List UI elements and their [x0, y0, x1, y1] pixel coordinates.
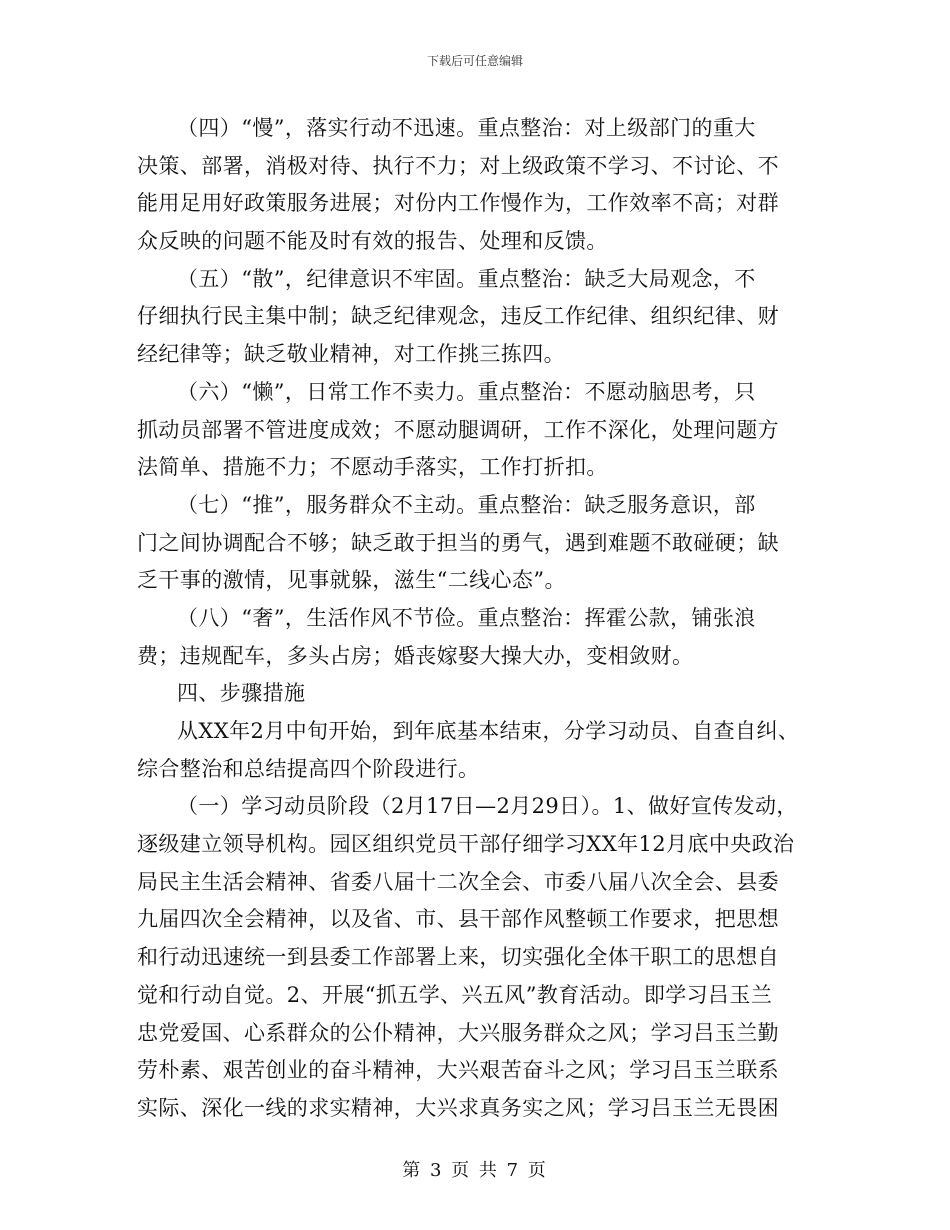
page-number-footer: 第 3 页 共 7 页 [402, 1160, 548, 1181]
paragraph-line: 九届四次全会精神，以及省、市、县干部作风整顿工作要求，把思想 [137, 907, 779, 932]
paragraph-line: 抓动员部署不管进度成效；不愿动腿调研，工作不深化，处理问题方 [137, 417, 779, 442]
paragraph-line: 众反映的问题不能及时有效的报告、处理和反馈。 [137, 229, 608, 254]
paragraph-line: 法简单、措施不力；不愿动手落实，工作打折扣。 [137, 455, 608, 480]
paragraph-line: 劳朴素、艰苦创业的奋斗精神，大兴艰苦奋斗之风；学习吕玉兰联系 [137, 1058, 779, 1083]
paragraph-line: 逐级建立领导机构。园区组织党员干部仔细学习XX年12月底中央政治 [137, 832, 795, 857]
paragraph-line: （一）学习动员阶段（2月17日—2月29日）。1、做好宣传发动， [177, 794, 798, 819]
paragraph-line: （七）“推”，服务群众不主动。重点整治：缺乏服务意识，部 [177, 492, 756, 517]
paragraph-line: 忠党爱国、心系群众的公仆精神，大兴服务群众之风；学习吕玉兰勤 [137, 1020, 779, 1045]
paragraph-line: 实际、深化一线的求实精神，大兴求真务实之风；学习吕玉兰无畏困 [137, 1095, 779, 1120]
paragraph-line: 能用足用好政策服务进展；对份内工作慢作为，工作效率不高；对群 [137, 191, 779, 216]
paragraph-line: 经纪律等；缺乏敬业精神，对工作挑三拣四。 [137, 342, 565, 367]
paragraph-line: 从XX年2月中旬开始，到年底基本结束，分学习动员、自查自纠、 [177, 719, 800, 743]
paragraph-line: 和行动迅速统一到县委工作部署上来，切实强化全体干职工的思想自 [137, 945, 779, 970]
paragraph-line: 费；违规配车，多头占房；婚丧嫁娶大操大办，变相敛财。 [137, 643, 694, 668]
paragraph-line: 门之间协调配合不够；缺乏敢于担当的勇气，遇到难题不敢碰硬；缺 [137, 530, 779, 555]
paragraph-line: （四）“慢”，落实行动不迅速。重点整治：对上级部门的重大 [177, 116, 756, 140]
paragraph-line: 乏干事的激情，见事就躲，滋生“二线心态”。 [137, 568, 566, 593]
paragraph-line: 局民主生活会精神、省委八届十二次全会、市委八届八次全会、县委 [137, 869, 779, 894]
paragraph-line: （六）“懒”，日常工作不卖力。重点整治：不愿动脑思考，只 [177, 379, 756, 404]
paragraph-line: （八）“奢”，生活作风不节俭。重点整治：挥霍公款，铺张浪 [177, 605, 756, 630]
document-body [137, 110, 837, 1128]
paragraph-line: （五）“散”，纪律意识不牢固。重点整治：缺乏大局观念，不 [177, 266, 756, 291]
paragraph-line: 觉和行动自觉。2、开展“抓五学、兴五风”教育活动。即学习吕玉兰 [137, 982, 773, 1007]
paragraph-line: 仔细执行民主集中制；缺乏纪律观念，违反工作纪律、组织纪律、财 [137, 304, 779, 329]
section-heading: 四、步骤措施 [177, 681, 306, 706]
paragraph-line: 综合整治和总结提高四个阶段进行。 [137, 756, 480, 781]
page-header: 下载后可任意编辑 [426, 54, 523, 68]
paragraph-line: 决策、部署，消极对待、执行不力；对上级政策不学习、不讨论、不 [137, 153, 779, 178]
